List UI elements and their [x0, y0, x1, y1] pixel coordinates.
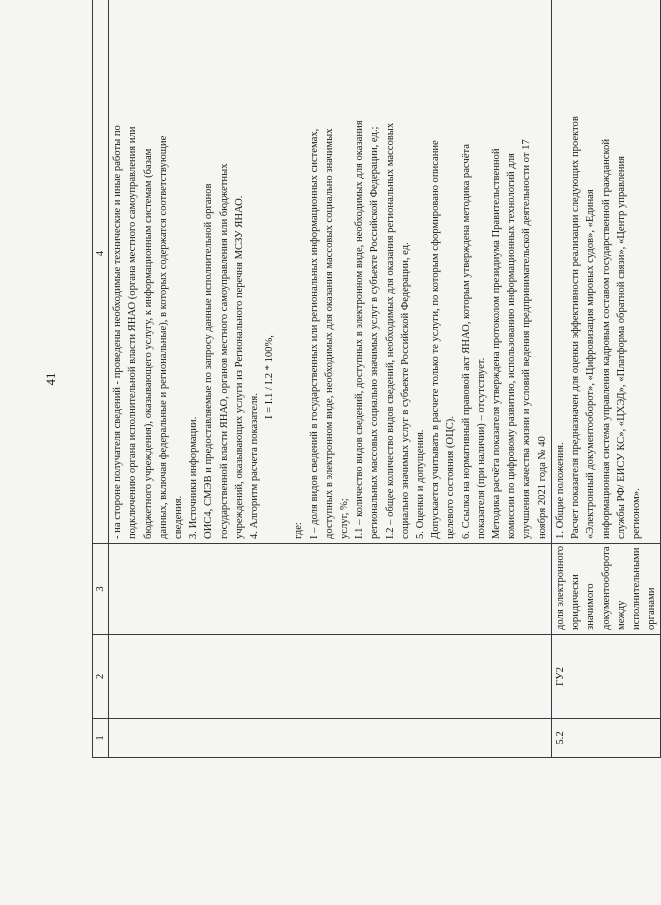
- row1-num-cell: [109, 719, 552, 758]
- name-line: органами: [646, 587, 658, 630]
- row1-description-cell: [109, 0, 552, 544]
- row2-code-cell: ГУ2: [551, 635, 660, 719]
- indicator-table: [92, 0, 661, 758]
- name-line: доля электронного: [554, 545, 566, 630]
- text-line: услуг, %;: [339, 498, 351, 539]
- name-line: между: [615, 600, 627, 630]
- text-line: региональных массовых социально значимых услуг в субъекте Российской Федерации, ед.;: [369, 126, 381, 539]
- spacer: [277, 0, 291, 539]
- row1-name-cell: [109, 544, 552, 635]
- text-line: Допускается учитывать в расчете только те услуги, по которым сформировано описание: [430, 140, 442, 539]
- text-line: «Электронный документооборот», «Цифровизация мировых судов», «Единая: [585, 189, 597, 539]
- formula: I = I.1 / I.2 * 100%,: [264, 335, 276, 419]
- header-col-1: 1: [93, 719, 109, 758]
- row2-name-cell: [551, 544, 660, 635]
- text-line: бюджетного учреждения), оказывающего услугу, к информационным системам (базам: [142, 148, 154, 539]
- name-line: юридически: [570, 574, 582, 630]
- text-line: информационная система управления кадровым составом государственной гражданской: [600, 138, 612, 539]
- text-line: доступных в электронном виде, необходимых для оказания массовых социально значимых: [323, 128, 335, 539]
- text-line: I.1 – количество видов сведений, доступных в электронном виде, необходимых для оказания: [354, 120, 366, 539]
- text-line: 3. Источники информации.: [188, 416, 200, 539]
- page-number: 41: [43, 372, 58, 386]
- header-col-4: 4: [93, 0, 109, 544]
- text-line: учреждений, оказывающих услуги из Регионального перечня МСЗУ ЯНАО.: [233, 195, 245, 539]
- table-row: [109, 0, 552, 758]
- row1-code-cell: [109, 635, 552, 719]
- text-line: комиссии по цифровому развитию, использованию информационных технологий для: [506, 153, 518, 539]
- text-line: Методика расчёта показателя утверждена протоколом президиума Правительственной: [491, 148, 503, 539]
- header-col-3: 3: [93, 544, 109, 635]
- text-line: 6. Ссылка на нормативный правовой акт ЯНАО, которым утверждена методика расчёта: [460, 144, 472, 539]
- text-line: целевого состояния (ОЦС).: [445, 416, 457, 539]
- text-line: сведения.: [173, 495, 185, 539]
- text-line: 1. Общие положения.: [554, 442, 566, 539]
- table-header-row: [93, 0, 109, 758]
- name-line: значимого: [585, 583, 597, 630]
- text-line: где:: [293, 522, 305, 539]
- row2-description-cell: [551, 0, 660, 544]
- row2-num-cell: 5.2: [551, 719, 660, 758]
- text-line: показателя (при наличии) – отсутствует.: [475, 357, 487, 539]
- text-line: регионом».: [630, 488, 642, 539]
- text-line: I.2 – общее количество видов сведений, необходимых для оказания региональных массовых: [384, 122, 396, 539]
- text-line: I – доля видов сведений в государственных или региональных информационных системах,: [308, 128, 320, 539]
- text-line: службы РФ/ ЕИСУ КС», «ЦХЭД», «Платформа обратной связи», «Центр управления: [615, 155, 627, 539]
- text-line: 5. Оценки и допущения.: [415, 429, 427, 539]
- text-line: ОИС4, СМЭВ и предоставляемые по запросу данные исполнительной органов: [203, 183, 215, 539]
- text-line: 4. Алгоритм расчета показателя.: [249, 393, 261, 539]
- text-line: ноября 2021 года № 40: [536, 436, 548, 539]
- rotated-table-area: [92, 0, 658, 758]
- text-line: Расчет показателя предназначен для оценки эффективности реализации следующих проектов: [570, 116, 582, 539]
- text-line: подключению органа исполнительной власти ЯНАО (органа местного самоуправления или: [127, 126, 139, 539]
- text-line: данных, включая федеральные и региональные), в которых содержатся соответствующие: [157, 135, 169, 539]
- name-line: исполнительными: [630, 547, 642, 630]
- table-row: [551, 0, 660, 758]
- text-line: государственной власти ЯНАО, органов местного самоуправления или бюджетных: [218, 163, 230, 539]
- name-line: документооборота: [600, 546, 612, 630]
- header-col-2: 2: [93, 635, 109, 719]
- text-line: - на стороне получателя сведений - проведены необходимые технические и иные работы по: [112, 125, 124, 539]
- text-line: улучшения качества жизни и условий ведения предпринимательской деятельности от 17: [521, 139, 533, 539]
- text-line: социально значимых услуг в субъекте Российской Федерации, ед.: [399, 242, 411, 539]
